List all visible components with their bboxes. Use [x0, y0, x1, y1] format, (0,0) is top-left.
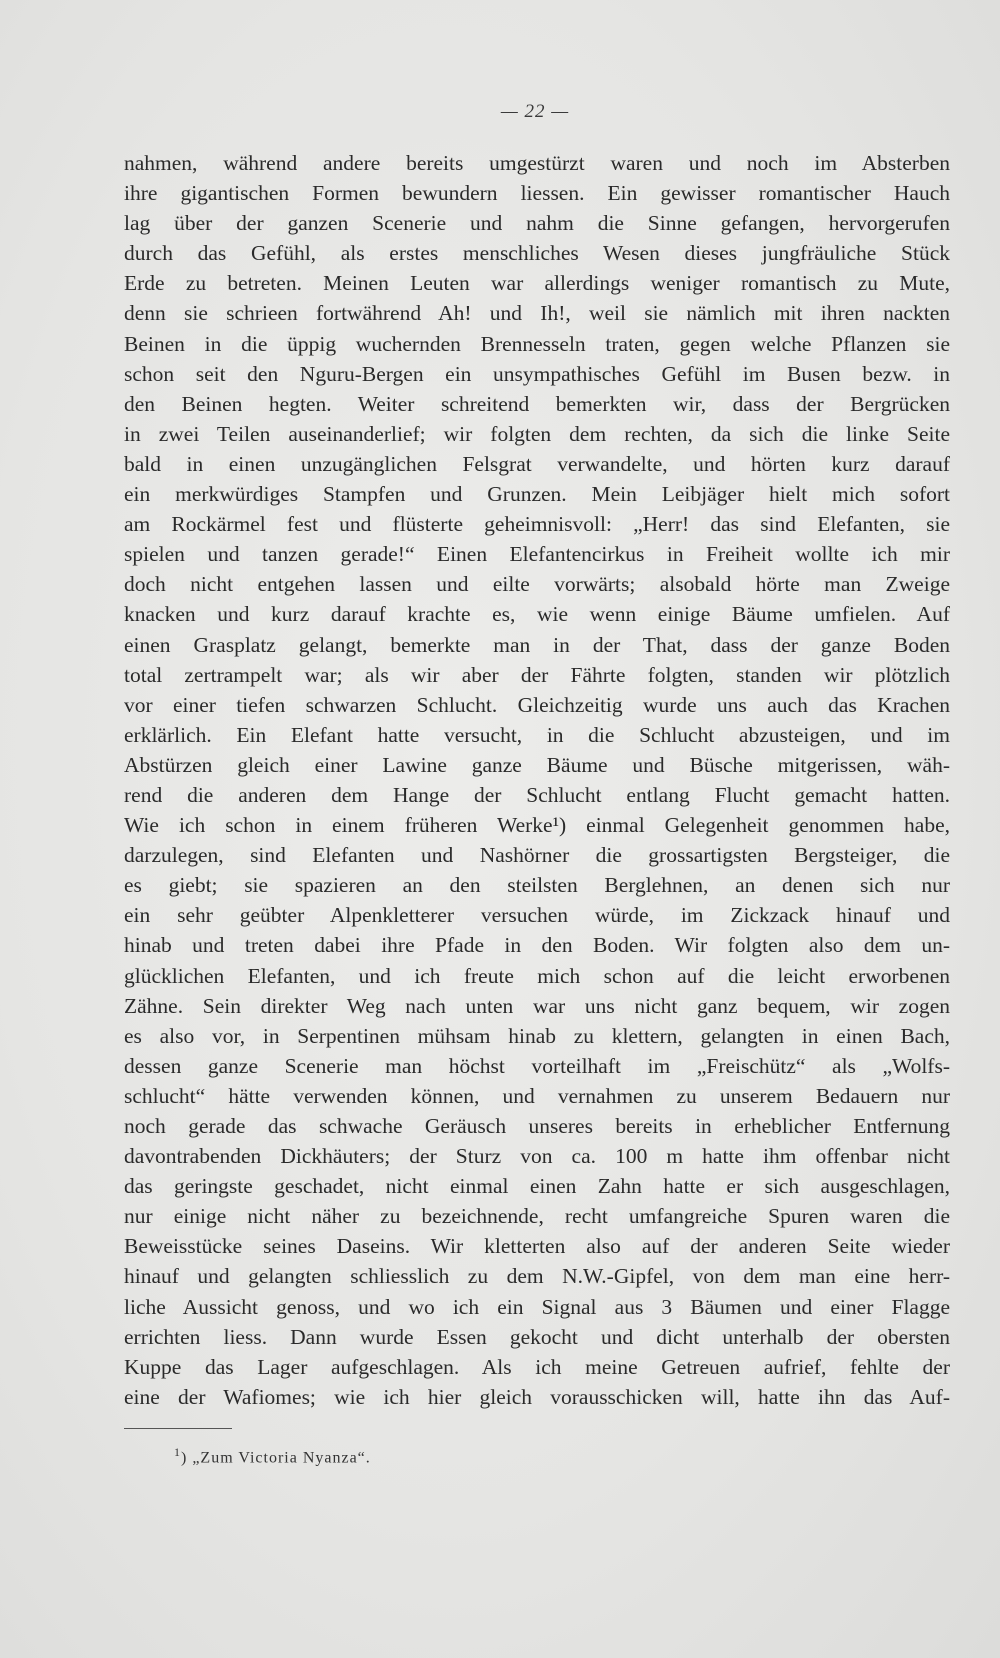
text-line: bald in einen unzugänglichen Felsgrat verwandelte, und hörten kurz darauf — [124, 451, 950, 476]
text-line: dessen ganze Scenerie man höchst vorteilhaft im „Freischütz“ als „Wolfs- — [124, 1053, 950, 1078]
footnote-rule — [124, 1428, 232, 1429]
text-line: Erde zu betreten. Meinen Leuten war allerdings weniger romantisch zu Mute, — [124, 271, 950, 296]
text-line: einen Grasplatz gelangt, bemerkte man in der That, dass der ganze Boden — [124, 632, 950, 657]
footnote-marker: 1 — [174, 1445, 181, 1459]
text-line: doch nicht entgehen lassen und eilte vorwärts; alsobald hörte man Zweige — [124, 572, 950, 597]
text-line: Beinen in die üppig wuchernden Brennesseln traten, gegen welche Pflanzen sie — [124, 331, 950, 356]
text-line: liche Aussicht genoss, und wo ich ein Signal aus 3 Bäumen und einer Flagge — [124, 1294, 950, 1319]
footnote — [174, 1445, 371, 1467]
text-line: nahmen, während andere bereits umgestürzt waren und noch im Absterben — [124, 151, 950, 175]
text-line: durch das Gefühl, als erstes menschliches Wesen dieses jungfräuliche Stück — [124, 241, 950, 266]
footnote-text: ) „Zum Victoria Nyanza“. — [181, 1449, 371, 1467]
text-line: am Rockärmel fest und flüsterte geheimnisvoll: „Herr! das sind Elefanten, sie — [124, 512, 950, 537]
text-line: Abstürzen gleich einer Lawine ganze Bäume und Büsche mitgerissen, wäh- — [124, 752, 950, 777]
text-line: Beweisstücke seines Daseins. Wir kletterten also auf der anderen Seite wieder — [124, 1234, 950, 1259]
text-line: eine der Wafiomes; wie ich hier gleich vorausschicken will, hatte ihn das Auf- — [124, 1384, 950, 1409]
text-line: es also vor, in Serpentinen mühsam hinab zu klettern, gelangten in einen Bach, — [124, 1023, 950, 1048]
text-line: lag über der ganzen Scenerie und nahm die Sinne gefangen, hervorgerufen — [124, 211, 950, 236]
text-line: in zwei Teilen auseinanderlief; wir folgten dem rechten, da sich die linke Seite — [124, 421, 950, 446]
text-line: hinab und treten dabei ihre Pfade in den Boden. Wir folgten also dem un- — [124, 933, 950, 958]
text-line: knacken und kurz darauf krachte es, wie wenn einige Bäume umfielen. Auf — [124, 602, 950, 627]
text-line: rend die anderen dem Hange der Schlucht entlang Flucht gemacht hatten. — [124, 782, 950, 807]
text-line: Zähne. Sein direkter Weg nach unten war uns nicht ganz bequem, wir zogen — [124, 993, 950, 1018]
text-line: das geringste geschadet, nicht einmal einen Zahn hatte er sich ausgeschlagen, — [124, 1174, 950, 1199]
text-line: schlucht“ hätte verwenden können, und vernahmen zu unserem Bedauern nur — [124, 1083, 950, 1108]
text-line: ein sehr geübter Alpenkletterer versuchen würde, im Zickzack hinauf und — [124, 903, 950, 928]
text-line: hinauf und gelangten schliesslich zu dem N.W.-Gipfel, von dem man eine herr- — [124, 1264, 950, 1289]
text-line: spielen und tanzen gerade!“ Einen Elefantencirkus in Freiheit wollte ich mir — [124, 542, 950, 567]
text-line: total zertrampelt war; als wir aber der Fährte folgten, standen wir plötzlich — [124, 662, 950, 687]
page-number: — 22 — — [500, 101, 570, 122]
text-line: davontrabenden Dickhäuters; der Sturz von ca. 100 m hatte ihm offenbar nicht — [124, 1144, 950, 1169]
text-line: Wie ich schon in einem früheren Werke¹) einmal Gelegenheit genommen habe, — [124, 813, 950, 838]
text-line: vor einer tiefen schwarzen Schlucht. Gleichzeitig wurde uns auch das Krachen — [124, 692, 950, 717]
text-line: es giebt; sie spazieren an den steilsten Berglehnen, an denen sich nur — [124, 873, 950, 898]
text-line: denn sie schrieen fortwährend Ah! und Ih!, weil sie nämlich mit ihren nackten — [124, 301, 950, 326]
text-line: errichten liess. Dann wurde Essen gekocht und dicht unterhalb der obersten — [124, 1324, 950, 1349]
text-line: erklärlich. Ein Elefant hatte versucht, in die Schlucht abzusteigen, und im — [124, 722, 950, 747]
body-text — [124, 148, 950, 1412]
text-line: ihre gigantischen Formen bewundern liessen. Ein gewisser romantischer Hauch — [124, 181, 950, 206]
text-line: glücklichen Elefanten, und ich freute mich schon auf die leicht erworbenen — [124, 963, 950, 988]
text-line: ein merkwürdiges Stampfen und Grunzen. Mein Leibjäger hielt mich sofort — [124, 482, 950, 507]
text-line: darzulegen, sind Elefanten und Nashörner die grossartigsten Bergsteiger, die — [124, 843, 950, 868]
text-line: Kuppe das Lager aufgeschlagen. Als ich meine Getreuen aufrief, fehlte der — [124, 1354, 950, 1379]
text-line: schon seit den Nguru-Bergen ein unsympathisches Gefühl im Busen bezw. in — [124, 361, 950, 386]
text-line: den Beinen hegten. Weiter schreitend bemerkten wir, dass der Bergrücken — [124, 391, 950, 416]
text-line: noch gerade das schwache Geräusch unseres bereits in erheblicher Entfernung — [124, 1114, 950, 1138]
text-line: nur einige nicht näher zu bezeichnende, recht umfangreiche Spuren waren die — [124, 1204, 950, 1229]
